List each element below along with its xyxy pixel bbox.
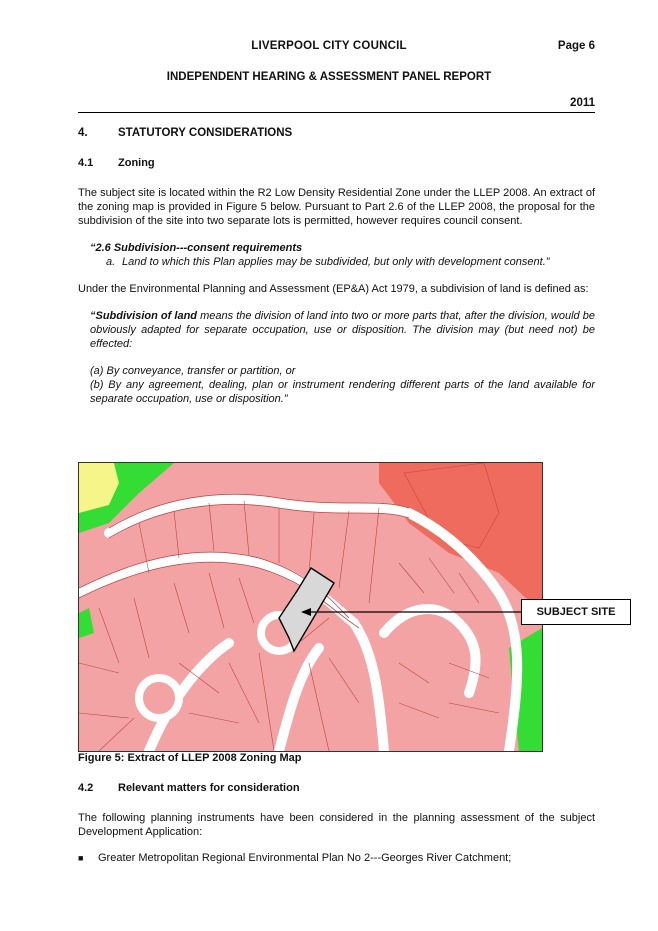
section-number: 4. [78, 127, 88, 139]
definition-quote [90, 309, 595, 406]
body-lower [78, 781, 595, 865]
paragraph-zoning: The subject site is located within the R2 Low Density Residential Zone under the LLEP 2008. An extract of the zoning map is provided in Figure 5 below. Pursuant to Part 2.6 of the LLEP 2008, the proposal for the subdivision of the site into two separate lots is permitted, however requires council consent. [78, 187, 595, 227]
subsection-number: 4.2 [78, 782, 94, 794]
subsection-title: Zoning [118, 157, 155, 169]
bullet-icon: ■ [78, 853, 84, 863]
definition-term: “Subdivision of land [90, 310, 198, 322]
header-year: 2011 [570, 97, 595, 109]
definition-text: means the division of land into two or more parts that, after the division, would be obviously adapted for separate occupation, use or disposition. The division may (but need not) be effected: [90, 310, 595, 350]
clause-item-text: Land to which this Plan applies may be subdivided, but only with development consent.” [122, 256, 550, 268]
header-page-number: Page 6 [557, 40, 595, 52]
zoning-map [78, 462, 543, 752]
clause-item-label: a. [106, 256, 116, 268]
subsection-heading-relevant [78, 781, 595, 795]
paragraph-definition-intro: Under the Environmental Planning and Assessment (EP&A) Act 1979, a subdivision of land is defined as: [78, 283, 589, 295]
definition-item-b: (b) By any agreement, dealing, plan or instrument rendering different parts of the land available for separate occupation, use or disposition.” [90, 379, 595, 405]
paragraph-instruments: The following planning instruments have been considered in the planning assessment of the subject Development Application: [78, 812, 595, 838]
clause-heading: “2.6 Subdivision---consent requirements [90, 242, 303, 254]
header-report-title: INDEPENDENT HEARING & ASSESSMENT PANEL REPORT [166, 71, 492, 83]
body-upper [78, 126, 595, 406]
definition-item-a: (a) By conveyance, transfer or partition, or [90, 365, 296, 377]
subsection-title: Relevant matters for consideration [118, 782, 300, 794]
clause-item [106, 255, 595, 269]
list-item-text: Greater Metropolitan Regional Environmental Plan No 2---Georges River Catchment; [98, 852, 512, 864]
header-rule [78, 112, 595, 113]
section-title: STATUTORY CONSIDERATIONS [118, 127, 293, 139]
subject-site-callout: SUBJECT SITE [521, 599, 631, 625]
subsection-heading-zoning [78, 156, 595, 170]
header-council: LIVERPOOL CITY COUNCIL [251, 40, 407, 52]
figure-caption: Figure 5: Extract of LLEP 2008 Zoning Map [78, 752, 302, 764]
subsection-number: 4.1 [78, 157, 94, 169]
section-heading [78, 126, 595, 140]
zoning-map-graphic [79, 463, 542, 751]
list-item [78, 851, 595, 865]
clause-quote [90, 241, 595, 269]
